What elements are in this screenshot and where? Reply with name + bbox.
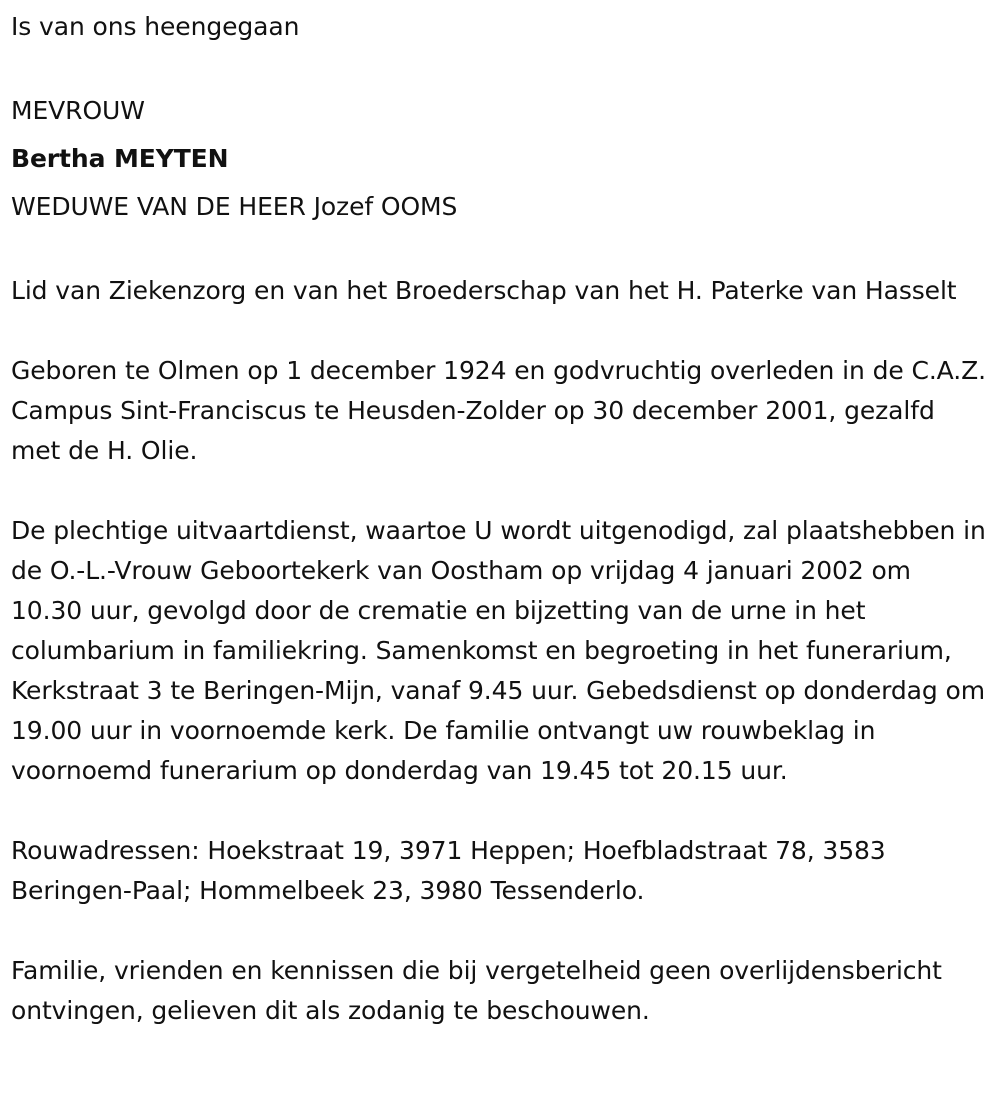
deceased-name: Bertha MEYTEN [11,144,229,173]
closing-paragraph: Familie, vrienden en kennissen die bij vergetelheid geen overlijdensbericht ontvingen, gelieven dit als zodanig te beschouwen. [11,956,942,1025]
addresses-paragraph: Rouwadressen: Hoekstraat 19, 3971 Heppen; Hoefbladstraat 78, 3583 Beringen-Paal; Hommelbeek 23, 3980 Tessenderlo. [11,836,886,905]
salutation: MEVROUW [11,96,145,125]
obituary-notice [11,7,986,1031]
intro-line: Is van ons heengegaan [11,12,300,41]
birth-death-paragraph: Geboren te Olmen op 1 december 1924 en godvruchtig overleden in de C.A.Z. Campus Sint-Franciscus te Heusden-Zolder op 30 december 2001, gezalfd met de H. Olie. [11,356,986,465]
funeral-paragraph: De plechtige uitvaartdienst, waartoe U wordt uitgenodigd, zal plaatshebben in de O.-L.-Vrouw Geboortekerk van Oostham op vrijdag 4 januari 2002 om 10.30 uur, gevolgd door de crematie en bijzetting van de urne in het columbarium in familiekring. Samenkomst en begroeting in het funerarium, Kerkstraat 3 te Beringen-Mijn, vanaf 9.45 uur. Gebedsdienst op donderdag om 19.00 uur in voornoemde kerk. De familie ontvangt uw rouwbeklag in voornoemd funerarium op donderdag van 19.45 tot 20.15 uur. [11,516,986,785]
widow-of-line: WEDUWE VAN DE HEER Jozef OOMS [11,192,458,221]
membership-paragraph: Lid van Ziekenzorg en van het Broederschap van het H. Paterke van Hasselt [11,276,957,305]
